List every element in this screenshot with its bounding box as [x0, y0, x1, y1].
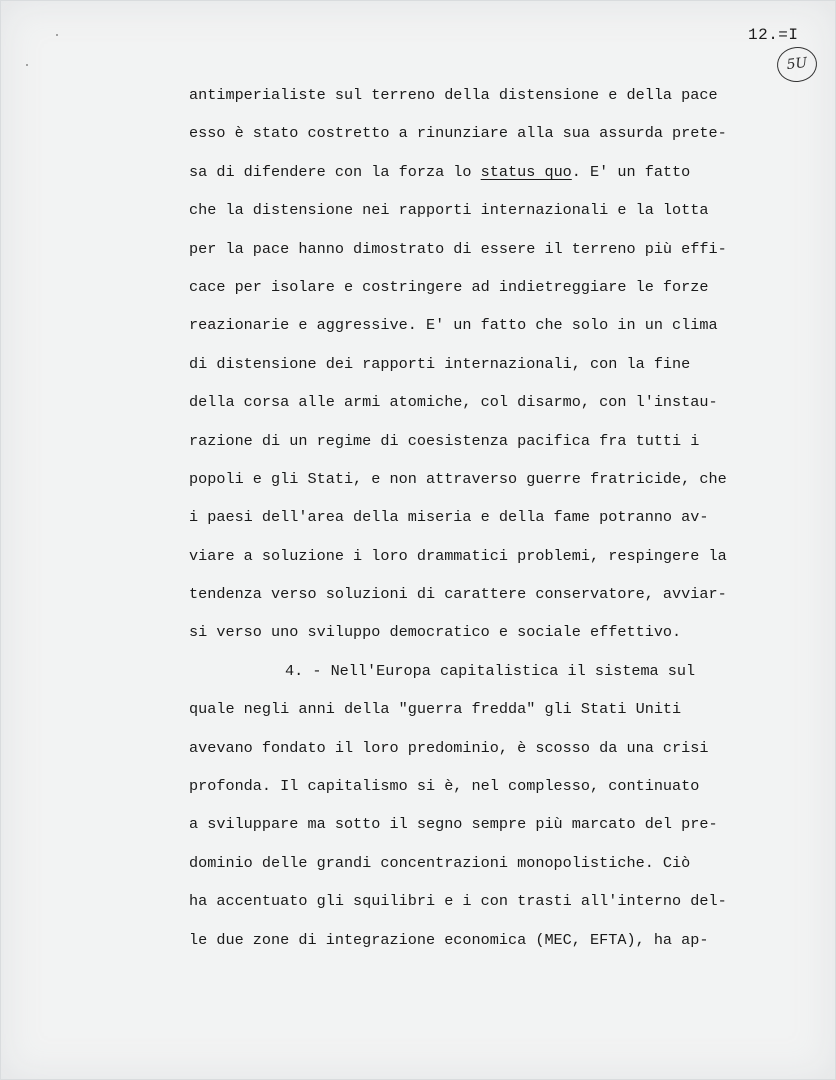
text-line: per la pace hanno dimostrato di essere il terreno più effi-	[189, 239, 727, 258]
text-line: i paesi dell'area della miseria e della fame potranno av-	[189, 508, 709, 527]
scan-speck	[56, 34, 58, 36]
text-line: antimperialiste sul terreno della distensione e della pace	[189, 86, 718, 104]
page-number: 12.=I	[748, 26, 799, 44]
text-line: dominio delle grandi concentrazioni monopolistiche. Ciò	[189, 853, 691, 872]
text-line: popoli e gli Stati, e non attraverso guerre fratricide, che	[189, 469, 727, 488]
text-line: ha accentuato gli squilibri e i con trasti all'interno del-	[189, 892, 727, 911]
text-line: tendenza verso soluzioni di carattere conservatore, avviar-	[189, 585, 727, 604]
text-line: a sviluppare ma sotto il segno sempre più marcato del pre-	[189, 815, 718, 834]
text-line: avevano fondato il loro predominio, è scosso da una crisi	[189, 738, 709, 757]
text-segment: sa di difendere con la forza lo	[189, 162, 481, 181]
text-line: viare a soluzione i loro drammatici problemi, respingere la	[189, 546, 727, 565]
text-line: della corsa alle armi atomiche, col disarmo, con l'instau-	[189, 393, 718, 412]
text-line: di distensione dei rapporti internazionali, con la fine	[189, 354, 691, 373]
archive-stamp: 5U	[775, 45, 818, 84]
text-segment: . E' un fatto	[571, 162, 691, 181]
text-line: esso è stato costretto a rinunziare alla sua assurda prete-	[189, 124, 727, 143]
typewritten-body	[189, 82, 789, 965]
text-line: profonda. Il capitalismo si è, nel complesso, continuato	[189, 777, 700, 796]
text-line: che la distensione nei rapporti internazionali e la lotta	[189, 201, 709, 220]
text-line: razione di un regime di coesistenza pacifica fra tutti i	[189, 431, 700, 450]
text-line: reazionarie e aggressive. E' un fatto che solo in un clima	[189, 316, 718, 335]
underlined-phrase: status quo	[480, 162, 572, 181]
text-line	[189, 159, 789, 197]
text-line: quale negli anni della "guerra fredda" gli Stati Uniti	[189, 700, 682, 719]
text-line: cace per isolare e costringere ad indietreggiare le forze	[189, 277, 709, 296]
paragraph-start-line: 4. - Nell'Europa capitalistica il sistema sul	[285, 661, 696, 680]
scan-speck	[26, 64, 28, 66]
text-line: si verso uno sviluppo democratico e sociale effettivo.	[189, 623, 682, 642]
text-line: le due zone di integrazione economica (MEC, EFTA), ha ap-	[189, 930, 709, 949]
